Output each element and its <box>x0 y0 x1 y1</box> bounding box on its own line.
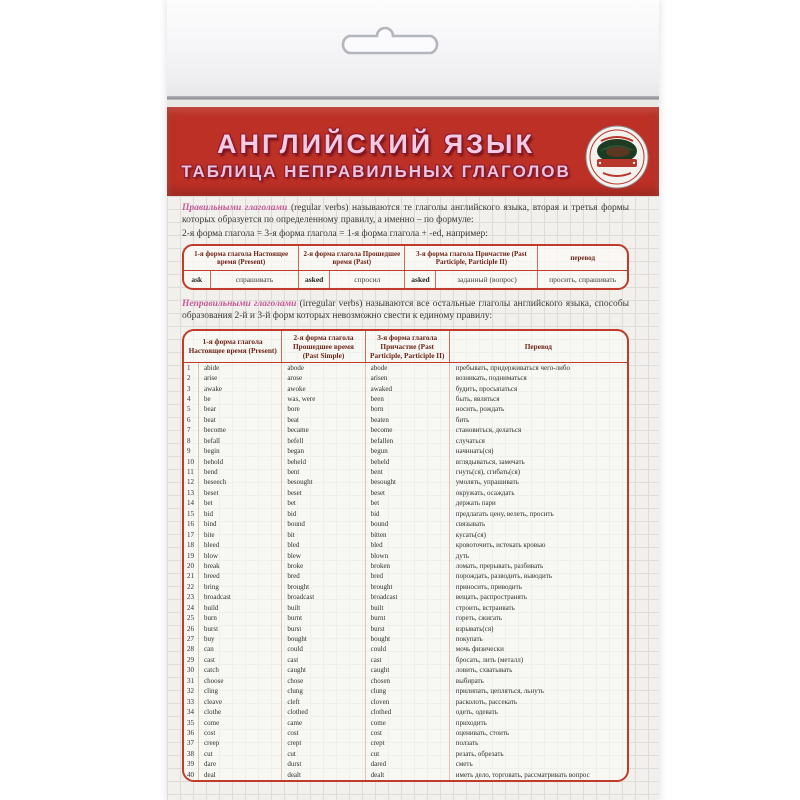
verb-translation-cell: взрывать(ся) <box>455 624 494 633</box>
verb-translation-cell: мочь физически <box>455 645 504 654</box>
verb-form3-cell: been <box>366 394 450 404</box>
verb-form2-cell: bled <box>282 540 365 550</box>
verb-translation-cell: умолять, упрашивать <box>455 478 519 487</box>
verb-form1-cell: bring <box>199 582 282 592</box>
verb-form3-cell: abode <box>366 363 450 373</box>
verb-form1-cell: cast <box>199 655 282 665</box>
row-number-cell: 24 <box>184 603 199 613</box>
verb-form1-cell: cling <box>199 686 282 696</box>
verb-form1-cell: catch <box>199 665 282 675</box>
row-number-cell: 26 <box>184 624 199 634</box>
verb-translation-cell: ползать <box>455 739 479 748</box>
verb-form3-cell: cloven <box>366 697 450 707</box>
verb-form1-cell: break <box>199 561 282 571</box>
verb-form3-cell: besought <box>366 477 450 487</box>
row-number-cell: 12 <box>184 477 199 487</box>
verb-form2-cell: broke <box>282 561 365 571</box>
verb-form1-cell: awake <box>199 384 282 394</box>
verb-form3-cell: could <box>366 644 450 654</box>
verb-form2-cell: became <box>282 425 365 435</box>
row-number-cell: 27 <box>184 634 199 644</box>
verb-translation-cell: расколоть, рассекать <box>455 697 518 706</box>
row-number-cell: 23 <box>184 592 199 602</box>
verb-form1-cell: creep <box>199 738 282 748</box>
verb-translation-cell: бить <box>455 415 470 424</box>
verb-form2-cell: bid <box>282 509 365 519</box>
verb-form1-cell: build <box>199 603 282 613</box>
row-number-cell: 14 <box>184 498 199 508</box>
verb-translation-cell: гореть, сжигать <box>455 614 503 623</box>
verb-table-row <box>184 571 627 581</box>
verb-form1-cell: be <box>199 394 282 404</box>
verb-translation-cell: приходить <box>455 718 487 727</box>
row-number-cell: 3 <box>184 384 199 394</box>
verb-form1-cell: bend <box>199 467 282 477</box>
verb-table-row <box>184 655 627 665</box>
verb-form2-cell: besought <box>282 477 365 487</box>
verb-form1-cell: burn <box>199 613 282 623</box>
verb-form1-cell: broadcast <box>199 592 282 602</box>
verb-form3-cell: cast <box>366 655 450 665</box>
example-header-form1: 1-я форма глагола Настоящее время (Present) <box>184 246 299 270</box>
verb-table-row <box>184 634 627 644</box>
main-table-body <box>184 363 627 781</box>
verb-translation-cell: иметь дело, торговать, рассматривать вопрос <box>455 770 590 779</box>
verb-translation-cell: дуть <box>455 551 470 560</box>
verb-translation-cell: становиться, делаться <box>455 426 522 435</box>
verb-form1-cell: deal <box>199 770 282 780</box>
regular-verbs-intro <box>182 202 629 226</box>
verb-form2-cell: chose <box>282 676 365 686</box>
verb-translation-cell: ломать, прерывать, разбивать <box>455 561 544 570</box>
verb-translation-cell: пребывать, придерживаться чего-либо <box>455 363 570 372</box>
verb-form2-cell: bred <box>282 571 365 581</box>
verb-form3-cell: caught <box>366 665 450 675</box>
row-number-cell: 7 <box>184 425 199 435</box>
verb-translation-cell: начинать(ся) <box>455 447 494 456</box>
row-number-cell: 10 <box>184 457 199 467</box>
row-number-cell: 31 <box>184 676 199 686</box>
example-translation: просить, спрашивать <box>549 275 617 285</box>
verb-table-row <box>184 519 627 529</box>
verb-form2-cell: cleft <box>282 697 365 707</box>
verb-form3-cell: beheld <box>366 457 450 467</box>
verb-form2-cell: awoke <box>282 384 365 394</box>
verb-form3-cell: broadcast <box>366 592 450 602</box>
verb-form3-cell: bred <box>366 571 450 581</box>
verb-form3-cell: cut <box>366 749 450 759</box>
verb-form2-cell: came <box>282 718 365 728</box>
verb-form1-cell: breed <box>199 571 282 581</box>
verb-form3-cell: bet <box>366 498 450 508</box>
verb-form3-cell: bled <box>366 540 450 550</box>
verb-translation-cell: носить, рождать <box>455 405 505 414</box>
row-number-cell: 22 <box>184 582 199 592</box>
irregular-verbs-intro <box>182 298 629 322</box>
regular-verbs-example-table <box>182 244 629 290</box>
irregular-verbs-text: (irregular verbs) называются все остальные глаголы английского языка, способы образования 2-й и 3-й форм которых невозможно свести к единому правилу: <box>182 299 629 322</box>
verb-form1-cell: abide <box>199 363 282 373</box>
verb-translation-cell: возникать, подниматься <box>455 374 527 383</box>
verb-table-row <box>184 603 627 613</box>
irregular-verbs-lead: Неправильными глаголами <box>182 299 297 310</box>
verb-translation-cell: резать, обрезать <box>455 749 504 758</box>
verb-table-row <box>184 530 627 540</box>
example-form2-translation: спросил <box>330 271 405 288</box>
example-form1-translation: спрашивать <box>211 271 300 288</box>
row-number-cell: 35 <box>184 718 199 728</box>
verb-form1-cell: clothe <box>199 707 282 717</box>
euroslot-hang-hole <box>325 24 455 64</box>
verb-form2-cell: blew <box>282 551 365 561</box>
regular-verbs-formula: 2-я форма глагола = 3-я форма глагола = 1-я форма глагола + -ed, например: <box>182 229 488 240</box>
verb-form2-cell: bet <box>282 498 365 508</box>
verb-form2-cell: befell <box>282 436 365 446</box>
main-table-header-row <box>184 331 627 363</box>
verb-table-row <box>184 561 627 571</box>
example-header-form3: 3-я форма глагола Причастие (Past Participle, Participle II) <box>405 246 538 270</box>
publisher-logo-badge <box>585 125 649 189</box>
verb-form3-cell: begun <box>366 446 450 456</box>
verb-form1-cell: arise <box>199 373 282 383</box>
verb-form1-cell: bind <box>199 519 282 529</box>
verb-translation-cell: бросать, лить (металл) <box>455 655 524 664</box>
verb-translation-cell: одеть, одевать <box>455 708 498 717</box>
verb-translation-cell: будить, просыпаться <box>455 384 518 393</box>
verb-form3-cell: bought <box>366 634 450 644</box>
verb-form3-cell: bent <box>366 467 450 477</box>
verb-form1-cell: dare <box>199 759 282 769</box>
row-number-cell: 20 <box>184 561 199 571</box>
verb-translation-cell: приносить, приводить <box>455 582 522 591</box>
row-number-cell: 13 <box>184 488 199 498</box>
verb-form2-cell: beset <box>282 488 365 498</box>
verb-form1-cell: begin <box>199 446 282 456</box>
verb-form3-cell: beset <box>366 488 450 498</box>
verb-form3-cell: broken <box>366 561 450 571</box>
verb-form3-cell: befallen <box>366 436 450 446</box>
row-number-cell: 38 <box>184 749 199 759</box>
verb-translation-cell: покупать <box>455 635 483 643</box>
plastic-sleeve-top <box>167 0 659 96</box>
row-number-cell: 5 <box>184 404 199 414</box>
verb-form2-cell: bound <box>282 519 365 529</box>
verb-translation-cell: сметь <box>455 760 473 769</box>
card-top-edge <box>167 100 659 107</box>
verb-form1-cell: bite <box>199 530 282 540</box>
verb-form2-cell: built <box>282 603 365 613</box>
verb-form2-cell: bent <box>282 467 365 477</box>
regular-verbs-lead: Правильными глаголами <box>182 203 288 213</box>
verb-form2-cell: brought <box>282 582 365 592</box>
verb-form2-cell: cost <box>282 728 365 738</box>
verb-form1-cell: cost <box>199 728 282 738</box>
verb-form2-cell: arose <box>282 373 365 383</box>
verb-form2-cell: could <box>282 644 365 654</box>
verb-form1-cell: beseech <box>199 477 282 487</box>
verb-table-row <box>184 498 627 508</box>
verb-form3-cell: arisen <box>366 373 450 383</box>
verb-form2-cell: broadcast <box>282 592 365 602</box>
verb-table-row <box>184 477 627 487</box>
verb-form2-cell: clung <box>282 686 365 696</box>
verb-form2-cell: clothed <box>282 707 365 717</box>
verb-form2-cell: bit <box>282 530 365 540</box>
verb-form3-cell: clung <box>366 686 450 696</box>
title-band <box>167 107 659 196</box>
verb-form1-cell: come <box>199 718 282 728</box>
verb-form2-cell: cast <box>282 655 365 665</box>
verb-table-row <box>184 686 627 696</box>
verb-form3-cell: dealt <box>366 770 450 780</box>
verb-translation-cell: кусать(ся) <box>455 530 486 539</box>
verb-form2-cell: was, were <box>282 394 365 404</box>
verb-table-row <box>184 676 627 686</box>
row-number-cell: 33 <box>184 697 199 707</box>
page-title: АНГЛИЙСКИЙ ЯЗЫК <box>217 129 535 159</box>
row-number-cell: 8 <box>184 436 199 446</box>
verb-table-row <box>184 749 627 759</box>
card-content <box>167 196 659 800</box>
verb-table-row <box>184 415 627 425</box>
verb-table-row <box>184 697 627 707</box>
verb-translation-cell: строить, встраивать <box>455 603 515 612</box>
verb-form1-cell: beset <box>199 488 282 498</box>
verb-form1-cell: befall <box>199 436 282 446</box>
verb-translation-cell: кровоточить, истекать кровью <box>455 541 546 550</box>
verb-translation-cell: выбирать <box>455 676 484 685</box>
verb-table-row <box>184 707 627 717</box>
main-header-form1: 1-я форма глагола Настоящее время (Present) <box>184 331 282 362</box>
row-number-cell: 40 <box>184 770 199 780</box>
verb-form3-cell: born <box>366 404 450 414</box>
verb-translation-cell: гнуть(ся), сгибать(ся) <box>455 468 521 476</box>
verb-table-row <box>184 624 627 634</box>
verb-form2-cell: beheld <box>282 457 365 467</box>
verb-form1-cell: blow <box>199 551 282 561</box>
verb-translation-cell: ловить, схватывать <box>455 666 513 675</box>
regular-verbs-text: (regular verbs) называются те глаголы английского языка, вторая и третья формы которых образуется по определенному правилу, а именно – по формуле: <box>182 203 629 226</box>
verb-form3-cell: clothed <box>366 707 450 717</box>
main-header-form3: 3-я форма глагола Причастие (Past Participle, Participle II) <box>366 331 450 362</box>
verb-form3-cell: blown <box>366 551 450 561</box>
example-verb-form3: asked <box>405 271 436 288</box>
verb-form1-cell: bear <box>199 404 282 414</box>
verb-form3-cell: burst <box>366 624 450 634</box>
example-verb-form1: ask <box>184 271 211 288</box>
row-number-cell: 28 <box>184 644 199 654</box>
verb-form2-cell: durst <box>282 759 365 769</box>
row-number-cell: 18 <box>184 540 199 550</box>
verb-translation-cell: оценивать, стоить <box>455 728 510 737</box>
verb-form3-cell: become <box>366 425 450 435</box>
verb-form3-cell: chosen <box>366 676 450 686</box>
verb-form2-cell: bore <box>282 404 365 414</box>
verb-table-row <box>184 488 627 498</box>
verb-form3-cell: beaten <box>366 415 450 425</box>
row-number-cell: 37 <box>184 738 199 748</box>
verb-form3-cell: come <box>366 718 450 728</box>
verb-form1-cell: bet <box>199 498 282 508</box>
verb-form1-cell: cut <box>199 749 282 759</box>
verb-table-row <box>184 582 627 592</box>
verb-form2-cell: cut <box>282 749 365 759</box>
verb-table-row <box>184 404 627 414</box>
row-number-cell: 29 <box>184 655 199 665</box>
row-number-cell: 16 <box>184 519 199 529</box>
row-number-cell: 36 <box>184 728 199 738</box>
hanging-card-package <box>167 0 659 800</box>
example-table-data-row <box>184 271 627 288</box>
verb-table-row <box>184 509 627 519</box>
verb-form1-cell: become <box>199 425 282 435</box>
main-header-translation: Перевод <box>524 341 552 351</box>
example-header-form2: 2-я форма глагола Прошедшее время (Past) <box>299 246 405 270</box>
verb-translation-cell: предлагать цену, велеть, просить <box>455 509 554 518</box>
row-number-cell: 39 <box>184 759 199 769</box>
verb-form1-cell: beat <box>199 415 282 425</box>
verb-form2-cell: burnt <box>282 613 365 623</box>
verb-table-row <box>184 457 627 467</box>
example-header-translation: перевод <box>570 254 596 263</box>
row-number-cell: 15 <box>184 509 199 519</box>
verb-form3-cell: bid <box>366 509 450 519</box>
row-number-cell: 17 <box>184 530 199 540</box>
verb-form2-cell: dealt <box>282 770 365 780</box>
verb-form1-cell: burst <box>199 624 282 634</box>
verb-translation-cell: порождать, разводить, выводить <box>455 572 553 581</box>
verb-form1-cell: behold <box>199 457 282 467</box>
verb-form3-cell: bound <box>366 519 450 529</box>
verb-translation-cell: случаться <box>455 436 485 445</box>
verb-table-row <box>184 425 627 435</box>
main-header-form2: 2-я форма глагола Прошедшее время (Past Simple) <box>282 331 365 362</box>
verb-form2-cell: bought <box>282 634 365 644</box>
verb-table-row <box>184 436 627 446</box>
example-verb-form2: asked <box>299 271 330 288</box>
row-number-cell: 2 <box>184 373 199 383</box>
row-number-cell: 4 <box>184 394 199 404</box>
verb-table-row <box>184 467 627 477</box>
verb-table-row <box>184 592 627 602</box>
verb-table-row <box>184 613 627 623</box>
verb-form3-cell: brought <box>366 582 450 592</box>
row-number-cell: 30 <box>184 665 199 675</box>
row-number-cell: 11 <box>184 467 199 477</box>
verb-form1-cell: cleave <box>199 697 282 707</box>
verb-translation-cell: держать пари <box>455 499 496 508</box>
row-number-cell: 34 <box>184 707 199 717</box>
verb-form3-cell: crept <box>366 738 450 748</box>
page-subtitle: ТАБЛИЦА НЕПРАВИЛЬНЫХ ГЛАГОЛОВ <box>181 162 571 181</box>
verb-form3-cell: bitten <box>366 530 450 540</box>
verb-form2-cell: abode <box>282 363 365 373</box>
verb-form2-cell: burst <box>282 624 365 634</box>
verb-table-row <box>184 363 627 373</box>
verb-form3-cell: built <box>366 603 450 613</box>
row-number-cell: 19 <box>184 551 199 561</box>
irregular-verbs-table <box>182 329 629 783</box>
verb-translation-cell: вещать, распространять <box>455 593 527 602</box>
verb-form1-cell: can <box>199 644 282 654</box>
verb-table-row <box>184 394 627 404</box>
verb-form2-cell: began <box>282 446 365 456</box>
row-number-cell: 32 <box>184 686 199 696</box>
verb-form1-cell: choose <box>199 676 282 686</box>
example-table-header-row <box>184 246 627 271</box>
verb-translation-cell: связывать <box>455 520 486 529</box>
verb-table-row <box>184 551 627 561</box>
row-number-cell: 9 <box>184 446 199 456</box>
verb-table-row <box>184 728 627 738</box>
row-number-cell: 1 <box>184 363 199 373</box>
row-number-cell: 21 <box>184 571 199 581</box>
verb-form3-cell: burnt <box>366 613 450 623</box>
example-form3-translation: заданный (вопрос) <box>436 271 538 288</box>
verb-form2-cell: caught <box>282 665 365 675</box>
verb-table-row <box>184 665 627 675</box>
verb-table-row <box>184 738 627 748</box>
row-number-cell: 6 <box>184 415 199 425</box>
verb-form2-cell: beat <box>282 415 365 425</box>
verb-table-row <box>184 540 627 550</box>
verb-table-row <box>184 718 627 728</box>
verb-form3-cell: awaked <box>366 384 450 394</box>
verb-form3-cell: cost <box>366 728 450 738</box>
verb-table-row <box>184 446 627 456</box>
verb-table-row <box>184 384 627 394</box>
verb-translation-cell: быть, являться <box>455 394 500 403</box>
verb-form1-cell: bid <box>199 509 282 519</box>
row-number-cell: 25 <box>184 613 199 623</box>
verb-table-row <box>184 644 627 654</box>
verb-table-row <box>184 770 627 780</box>
verb-translation-cell: прилипать, цепляться, льнуть <box>455 687 544 696</box>
verb-form1-cell: bleed <box>199 540 282 550</box>
verb-translation-cell: окружать, осаждать <box>455 488 515 497</box>
verb-table-row <box>184 759 627 769</box>
verb-translation-cell: вглядываться, замечать <box>455 457 525 466</box>
verb-table-row <box>184 373 627 383</box>
verb-form3-cell: dared <box>366 759 450 769</box>
verb-form2-cell: crept <box>282 738 365 748</box>
verb-form1-cell: buy <box>199 634 282 644</box>
